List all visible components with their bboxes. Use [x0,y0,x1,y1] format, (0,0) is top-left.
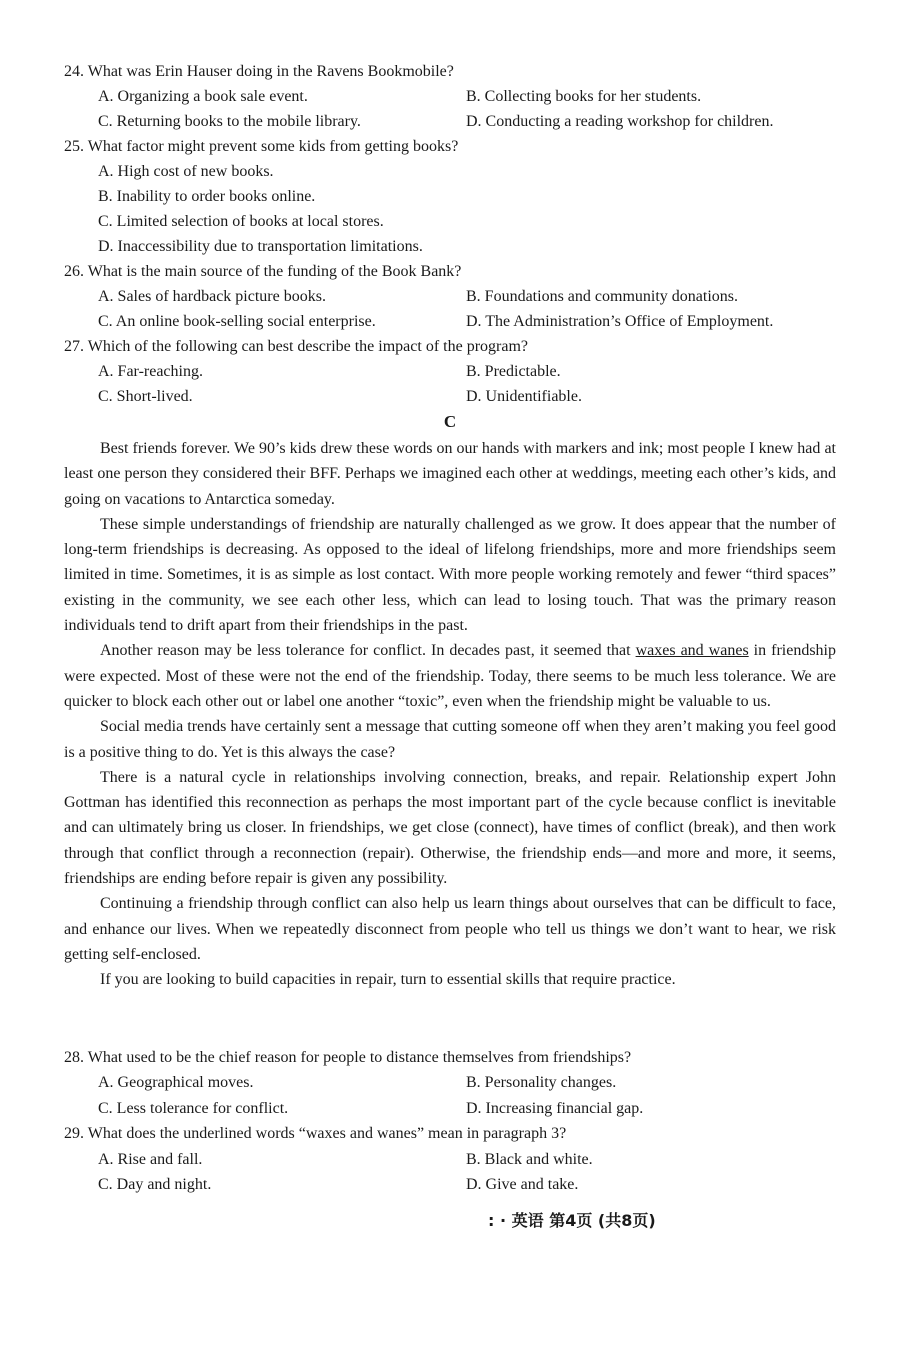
q24-option-a: A. Organizing a book sale event. [98,88,308,105]
question-25-stem: 25. What factor might prevent some kids from getting books? [64,138,459,155]
q25-option-a: A. High cost of new books. [98,163,274,180]
passage-c [64,436,836,993]
passage-paragraph-2: These simple understandings of friendship are naturally challenged as we grow. It does appear that the number of long-term friendships is decreasing. As opposed to the ideal of lifelong friendships, more and more friendships seem limited in time. Sometimes, it is as simple as lost contact. With more people working remotely and fewer “third spaces” existing in the community, we see each other less, which can lead to losing touch. That was the primary reason individuals tend to drift apart from their friendships in the past. [64,515,836,635]
passage-paragraph-6: Continuing a friendship through conflict can also help us learn things about ourselves that can be difficult to face, and enhance our lives. When we repeatedly disconnect from people who tell us things we don’t want to hear, we risk getting self-enclosed. [64,895,836,963]
q29-option-d: D. Give and take. [466,1176,579,1193]
question-28-stem: 28. What used to be the chief reason for people to distance themselves from friendships? [64,1049,632,1066]
paragraph-3-text-start: Another reason may be less tolerance for conflict. In decades past, it seemed that [100,642,636,660]
q25-option-b: B. Inability to order books online. [98,188,316,205]
passage-paragraph-4: Social media trends have certainly sent a message that cutting someone off when they aren’t making you feel good is a positive thing to do. Yet is this always the case? [64,718,836,761]
q28-option-d: D. Increasing financial gap. [466,1100,644,1117]
q24-option-d: D. Conducting a reading workshop for children. [466,113,774,130]
page-footer: : · 英语 第4页 (共8页) [488,1211,656,1230]
q26-option-d: D. The Administration’s Office of Employment. [466,313,774,330]
q28-option-b: B. Personality changes. [466,1074,617,1091]
question-24-stem: 24. What was Erin Hauser doing in the Ravens Bookmobile? [64,63,454,80]
q27-option-a: A. Far-reaching. [98,363,203,380]
question-29-stem: 29. What does the underlined words “waxes and wanes” mean in paragraph 3? [64,1125,567,1142]
question-26-stem: 26. What is the main source of the funding of the Book Bank? [64,263,462,280]
q28-option-c: C. Less tolerance for conflict. [98,1100,289,1117]
passage-paragraph-5: There is a natural cycle in relationships involving connection, breaks, and repair. Relationship expert John Gottman has identified this reconnection as perhaps the most important part of the cycle because conflict is inevitable and can ultimately bring us closer. In friendships, we get close (connect), have times of conflict (break), and then work through that conflict through a reconnection (repair). Otherwise, the friendship ends—and more and more, it seems, friendships are ending before repair is given any possibility. [64,768,836,888]
q26-option-a: A. Sales of hardback picture books. [98,288,326,305]
passage-paragraph-1: Best friends forever. We 90’s kids drew these words on our hands with markers and ink; most people I knew had at least one person they considered their BFF. Perhaps we imagined each other at weddings, meeting each other’s kids, and going on vacations to Antarctica someday. [64,440,836,508]
q27-option-b: B. Predictable. [466,363,561,380]
q25-option-d: D. Inaccessibility due to transportation limitations. [98,238,423,255]
q29-option-a: A. Rise and fall. [98,1151,203,1168]
q29-option-c: C. Day and night. [98,1176,212,1193]
q26-option-b: B. Foundations and community donations. [466,288,738,305]
q24-option-c: C. Returning books to the mobile library. [98,113,361,130]
section-c-title: C [443,412,457,431]
question-27-stem: 27. Which of the following can best describe the impact of the program? [64,338,528,355]
underlined-phrase: waxes and wanes [635,642,749,660]
q24-option-b: B. Collecting books for her students. [466,88,702,105]
q27-option-c: C. Short-lived. [98,388,193,405]
q26-option-c: C. An online book-selling social enterprise. [98,313,376,330]
passage-paragraph-3 [64,638,836,714]
q25-option-c: C. Limited selection of books at local stores. [98,213,384,230]
q29-option-b: B. Black and white. [466,1151,593,1168]
q28-option-a: A. Geographical moves. [98,1074,254,1091]
passage-paragraph-7: If you are looking to build capacities in repair, turn to essential skills that require practice. [100,971,676,989]
q27-option-d: D. Unidentifiable. [466,388,582,405]
paragraph-3-text-end: in friendship were expected. Most of these were not the end of the friendship. Today, there seems to be much less tolerance. We are quicker to block each other out or label one another “toxic”, even when the friendship might be valuable to us. [64,642,836,710]
